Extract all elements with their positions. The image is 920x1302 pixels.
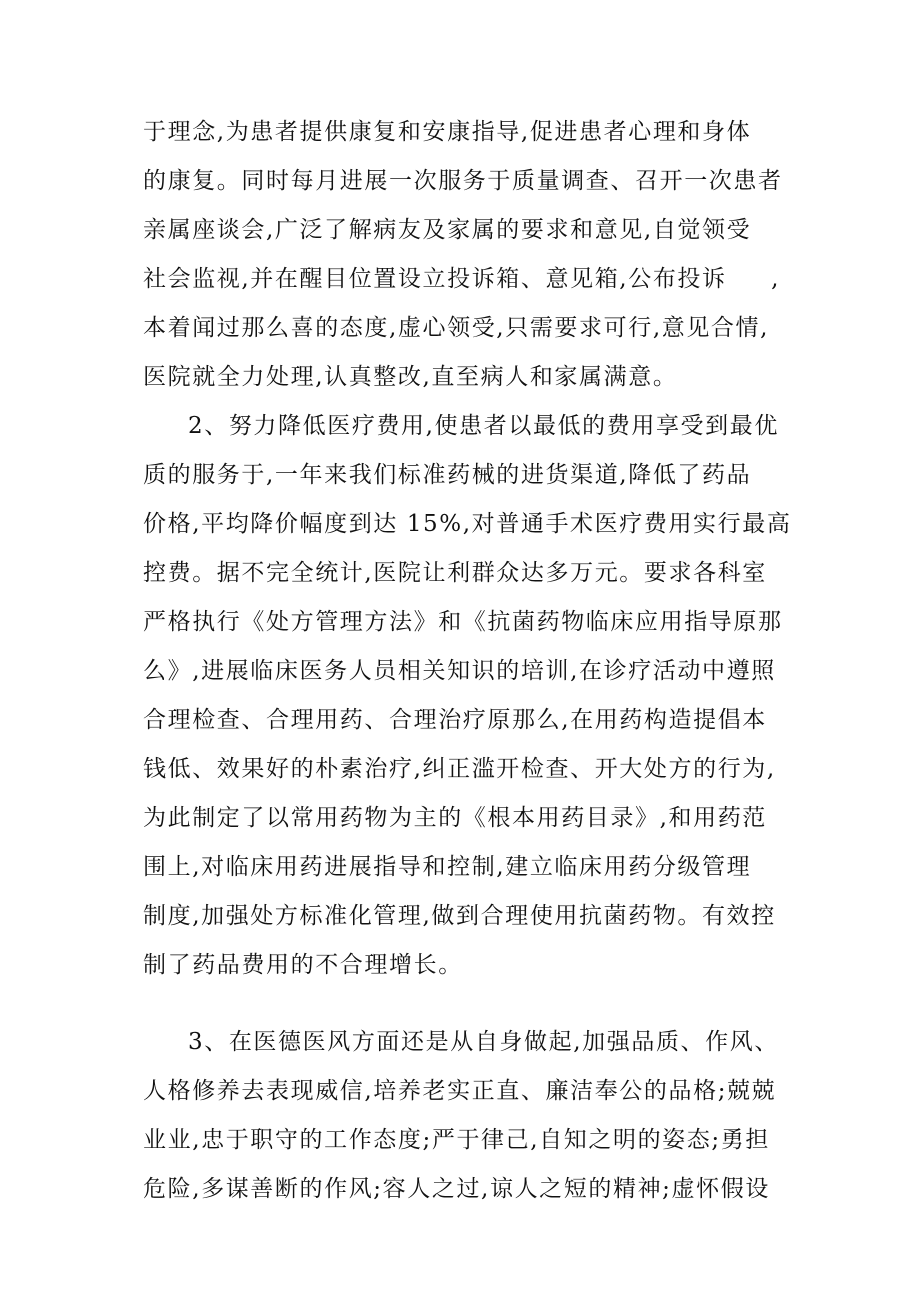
- text-line: 医院就全力处理,认真整改,直至病人和家属满意。: [143, 364, 678, 390]
- text-line: 人格修养去表现威信,培养老实正直、廉洁奉公的品格;兢兢: [143, 1078, 777, 1104]
- text-line: 为此制定了以常用药物为主的《根本用药目录》,和用药范: [143, 805, 767, 831]
- text-line: 社会监视,并在醒目位置设立投诉箱、意见箱,公布投诉 ,: [143, 266, 781, 292]
- text-line: 危险,多谋善断的作风;容人之过,谅人之短的精神;虚怀假设: [143, 1176, 770, 1202]
- text-line: 质的服务于,一年来我们标准药械的进货渠道,降低了药品: [143, 462, 752, 488]
- text-line: 制了药品费用的不合理增长。: [143, 952, 463, 978]
- text-line: 业业,忠于职守的工作态度;严于律己,自知之明的姿态;勇担: [143, 1127, 770, 1153]
- text-line: 价格,平均降价幅度到达 15%,对普通手术医疗费用实行最高: [143, 511, 792, 537]
- text-line: 控费。据不完全统计,医院让利群众达多万元。要求各科室: [143, 560, 767, 586]
- paragraph-2-start: 2、努力降低医疗费用,使患者以最低的费用享受到最优: [188, 413, 779, 439]
- text-line: 合理检查、合理用药、合理治疗原那么,在用药构造提倡本: [143, 707, 767, 733]
- text-line: 制度,加强处方标准化管理,做到合理使用抗菌药物。有效控: [143, 903, 776, 929]
- text-line: 严格执行《处方管理方法》和《抗菌药物临床应用指导原那: [143, 609, 783, 635]
- text-line: 的康复。同时每月进展一次服务于质量调查、召开一次患者: [143, 168, 783, 194]
- text-line: 于理念,为患者提供康复和安康指导,促进患者心理和身体: [143, 119, 752, 145]
- text-line: 围上,对临床用药进展指导和控制,建立临床用药分级管理: [143, 854, 752, 880]
- text-line: 么》,进展临床医务人员相关知识的培训,在诊疗活动中遵照: [143, 658, 776, 684]
- paragraph-3-start: 3、在医德医风方面还是从自身做起,加强品质、作风、: [188, 1029, 779, 1055]
- text-line: 亲属座谈会,广泛了解病友及家属的要求和意见,自觉领受: [143, 217, 752, 243]
- text-line: 钱低、效果好的朴素治疗,纠正滥开检查、开大处方的行为,: [143, 756, 776, 782]
- text-line: 本着闻过那么喜的态度,虚心领受,只需要求可行,意见合情,: [143, 315, 770, 341]
